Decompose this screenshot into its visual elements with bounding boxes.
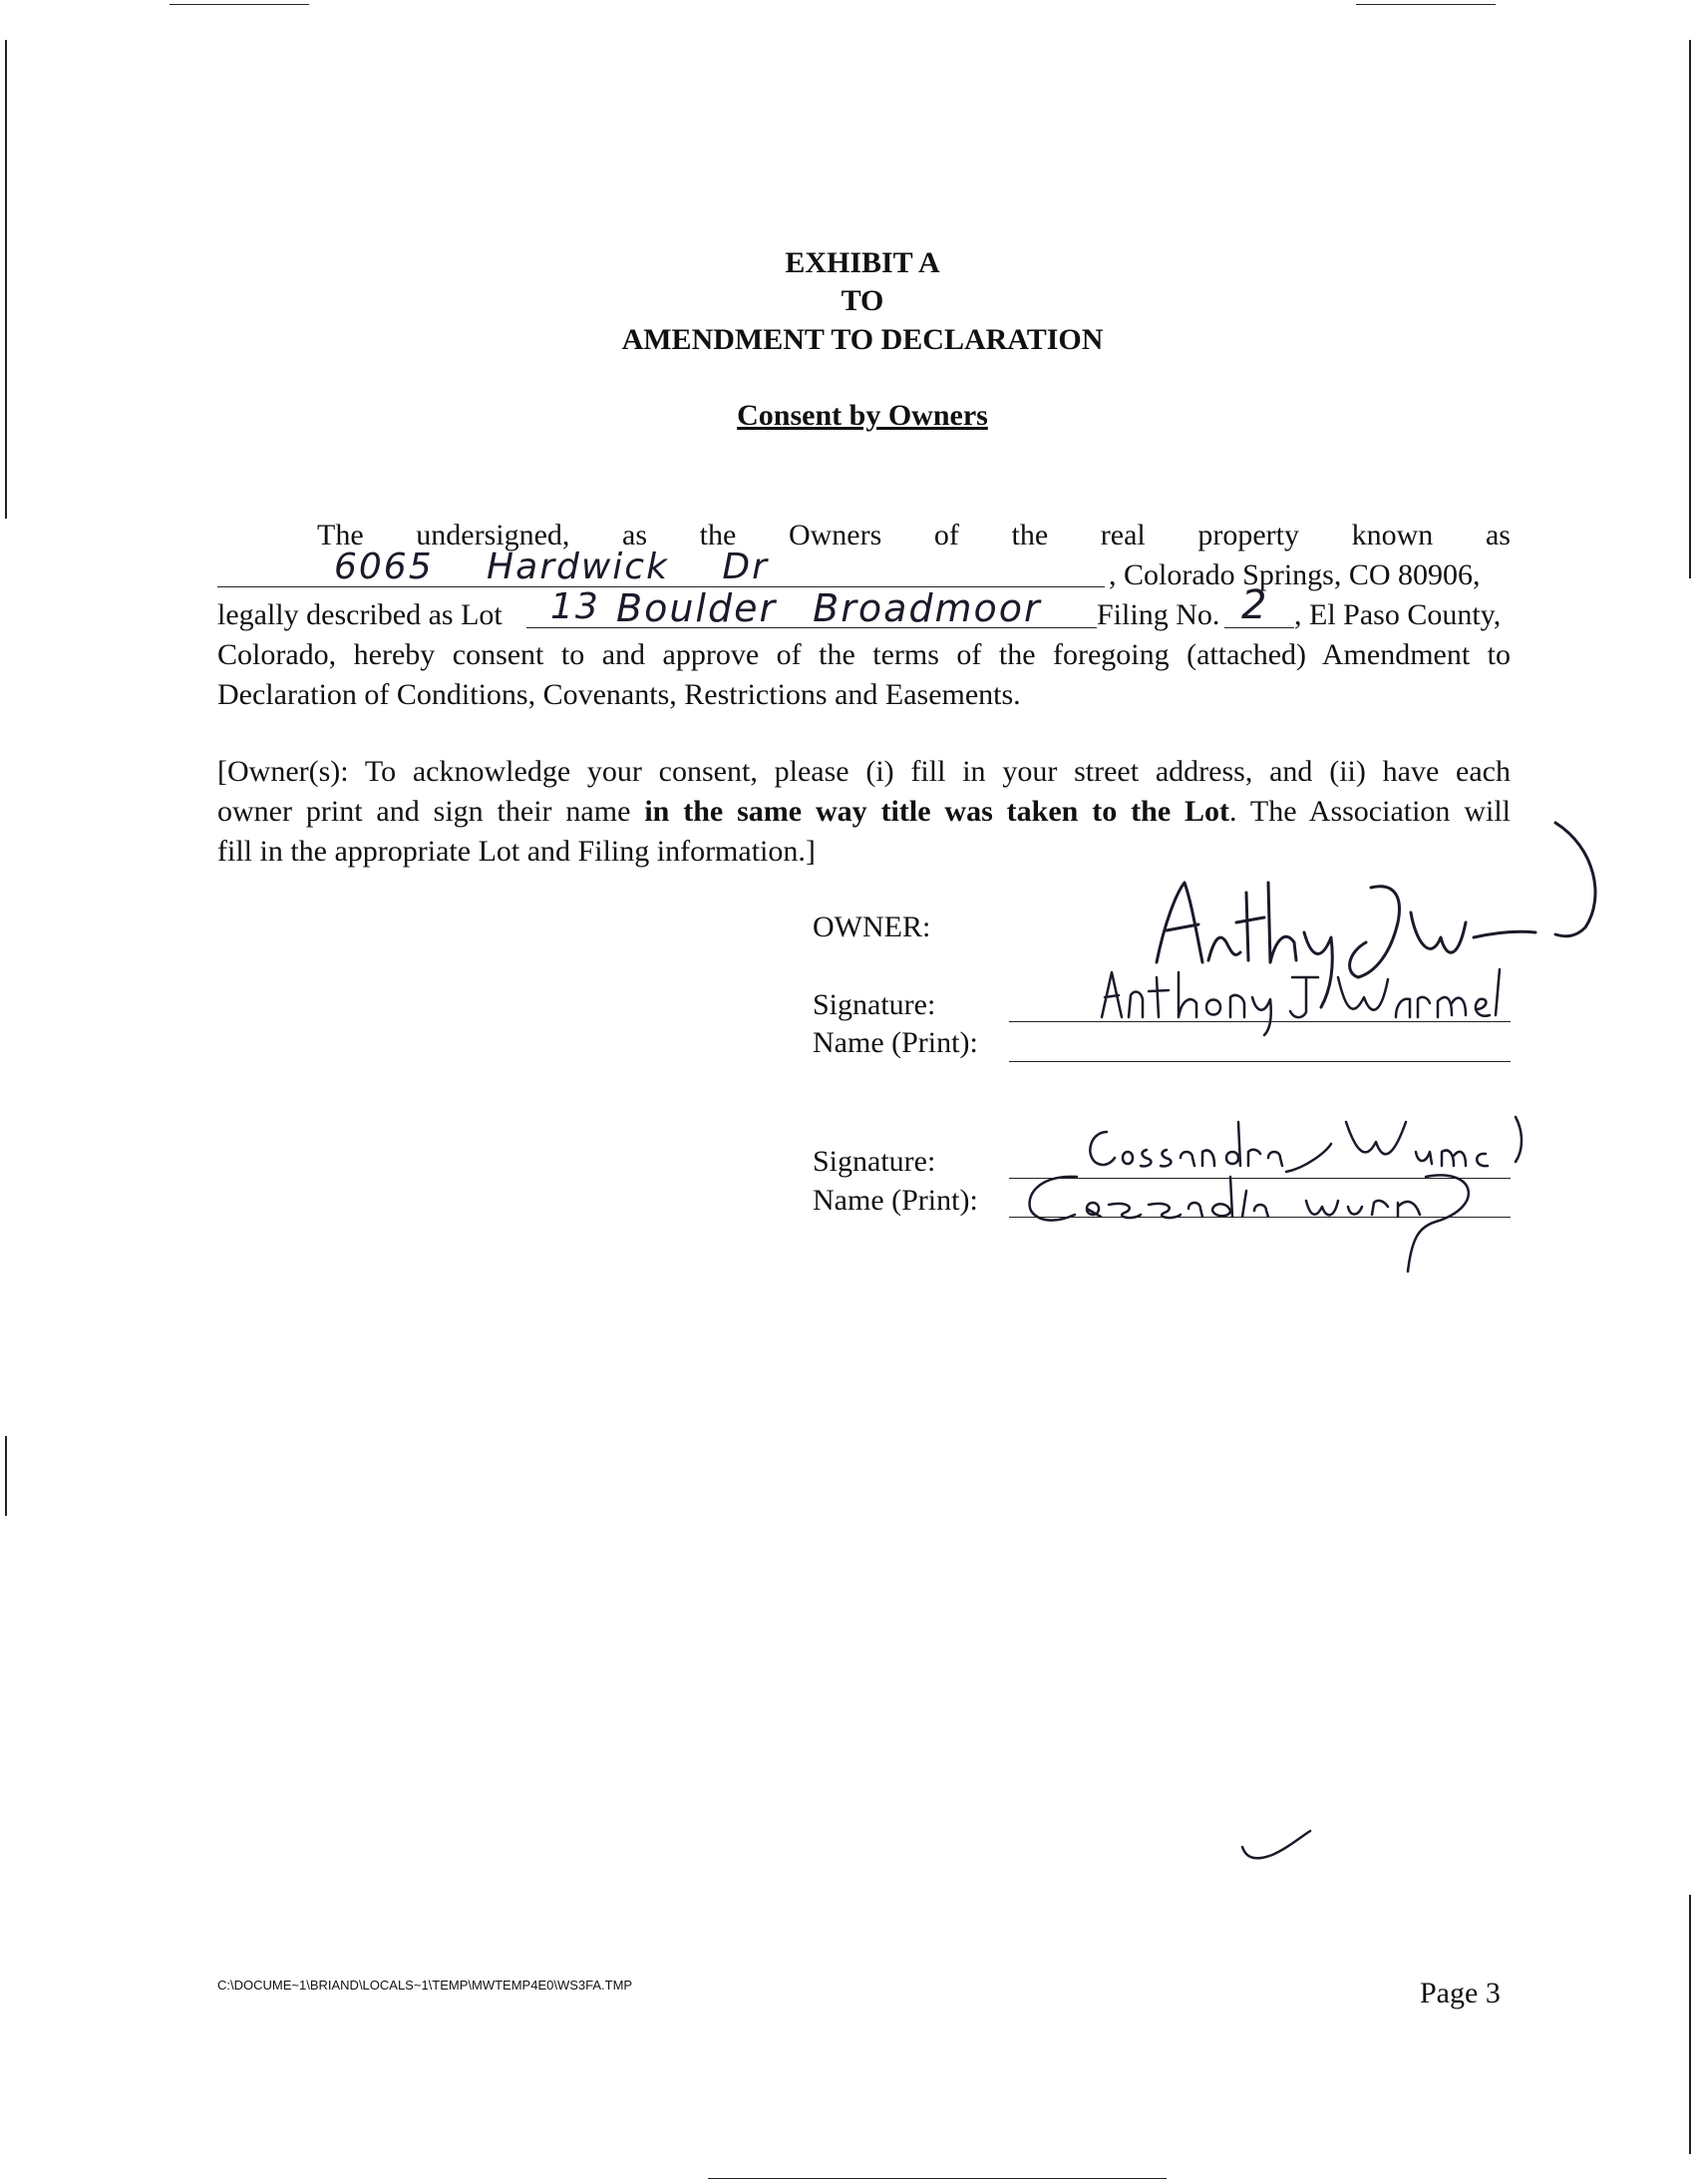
owner2-signature-label: Signature: (813, 1145, 936, 1178)
scan-edge-top-right (1356, 4, 1496, 5)
owner1-name-line (1009, 1061, 1511, 1062)
word: as (622, 519, 648, 551)
filing-label: Filing No. (1097, 598, 1220, 631)
checkmark-mark (1236, 1825, 1316, 1870)
word: known (1351, 519, 1434, 551)
paragraph1-line4: Colorado, hereby consent to and approve of the terms of the foregoing (attached) Amendment to (217, 638, 1511, 671)
county-suffix: , El Paso County, (1294, 598, 1502, 631)
handwritten-address: 6065 Hardwick Dr (334, 546, 769, 587)
owner1-signature-label: Signature: (813, 988, 936, 1021)
scan-edge-left-lower (5, 1436, 7, 1516)
instruction-text: owner print and sign their name (217, 795, 645, 828)
handwritten-filing-number: 2 (1241, 582, 1269, 628)
scan-edge-top (170, 4, 309, 5)
handwritten-subdivision: Boulder Broadmoor (616, 586, 1042, 630)
scan-edge-bottom (708, 2178, 1167, 2179)
word: the (1011, 519, 1049, 551)
word: as (1485, 519, 1511, 551)
consent-title: Consent by Owners (737, 399, 988, 432)
file-path: C:\DOCUME~1\BRIAND\LOCALS~1\TEMP\MWTEMP4E0\WS3FA.TMP (217, 1978, 633, 1993)
word: property (1197, 519, 1300, 551)
paragraph1-line5: Declaration of Conditions, Covenants, Restrictions and Easements. (217, 678, 1021, 711)
instruction-emphasis: in the same way title was taken to the Lot (644, 795, 1230, 828)
amendment-heading: AMENDMENT TO DECLARATION (621, 323, 1104, 356)
instruction-text-end: . The Association will (1229, 795, 1511, 828)
owner1-print-image (1097, 957, 1535, 1037)
address-suffix: , Colorado Springs, CO 80906, (1109, 558, 1481, 591)
word: real (1100, 519, 1146, 551)
lot-prefix: legally described as Lot (217, 598, 503, 631)
owner2-name-label: Name (Print): (813, 1184, 978, 1217)
paragraph2-line3: fill in the appropriate Lot and Filing information.] (217, 835, 816, 868)
to-heading: TO (841, 284, 884, 317)
owner2-print-image (1017, 1167, 1486, 1276)
scan-edge-right-lower (1689, 1895, 1691, 2154)
word: undersigned, (416, 519, 570, 551)
word: Owners (788, 519, 882, 551)
page-number: Page 3 (1420, 1977, 1501, 2009)
word: of (933, 519, 959, 551)
word: the (699, 519, 737, 551)
owner1-name-label: Name (Print): (813, 1026, 978, 1059)
paragraph2-line1: [Owner(s): To acknowledge your consent, please (i) fill in your street address, and (ii) have each (217, 755, 1511, 788)
exhibit-heading: EXHIBIT A (785, 246, 940, 279)
handwritten-lot-number: 13 (550, 586, 600, 627)
word: The (317, 519, 364, 551)
owner-label: OWNER: (813, 910, 931, 943)
